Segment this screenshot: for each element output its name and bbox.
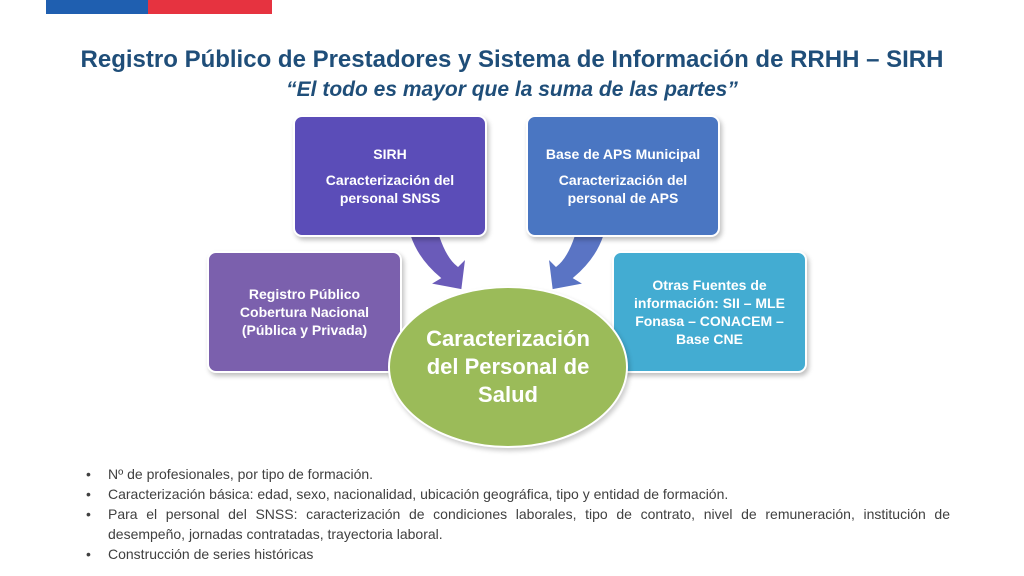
- list-item: [84, 464, 950, 484]
- box-otras-fuentes: [612, 251, 807, 373]
- bullet-list: [84, 464, 950, 564]
- bullet-icon: •: [86, 466, 91, 482]
- list-item: [84, 504, 950, 544]
- center-ellipse: [388, 286, 628, 448]
- box-sirh: [293, 115, 487, 237]
- list-item-text: Caracterización básica: edad, sexo, nacionalidad, ubicación geográfica, tipo y entidad de formación.: [108, 486, 729, 502]
- box-registro-publico: [207, 251, 402, 373]
- center-ellipse-text: Caracterización del Personal de Salud: [426, 326, 590, 407]
- box-aps-description: Caracterización del personal de APS: [558, 172, 688, 206]
- box-aps-title: Base de APS Municipal: [545, 146, 701, 162]
- bullet-icon: •: [86, 546, 91, 562]
- arrow-right-icon: [548, 236, 604, 290]
- bullet-icon: •: [86, 506, 91, 522]
- page-subtitle: “El todo es mayor que la suma de las partes”: [286, 78, 738, 101]
- box-sirh-title: SIRH: [373, 146, 407, 162]
- box-otras-text: Otras Fuentes de información: SII – MLE Fonasa – CONACEM – Base CNE: [634, 277, 785, 347]
- list-item-text: Construcción de series históricas: [108, 546, 314, 562]
- box-sirh-description: Caracterización del personal SNSS: [325, 172, 455, 206]
- box-registro-text: Registro Público Cobertura Nacional (Pública y Privada): [239, 286, 370, 338]
- list-item-text: Nº de profesionales, por tipo de formación.: [108, 466, 374, 482]
- arrow-left-icon: [410, 236, 466, 290]
- box-aps-municipal: [526, 115, 720, 237]
- page-title: Registro Público de Prestadores y Sistema de Información de RRHH – SIRH: [80, 46, 944, 73]
- list-item: [84, 544, 950, 564]
- list-item: [84, 484, 950, 504]
- list-item-text: Para el personal del SNSS: caracterización de condiciones laborales, tipo de contrato, nivel de remuneración, institución de desempeño, jornadas contratadas, trayectoria laboral.: [108, 506, 950, 542]
- bullet-icon: •: [86, 486, 91, 502]
